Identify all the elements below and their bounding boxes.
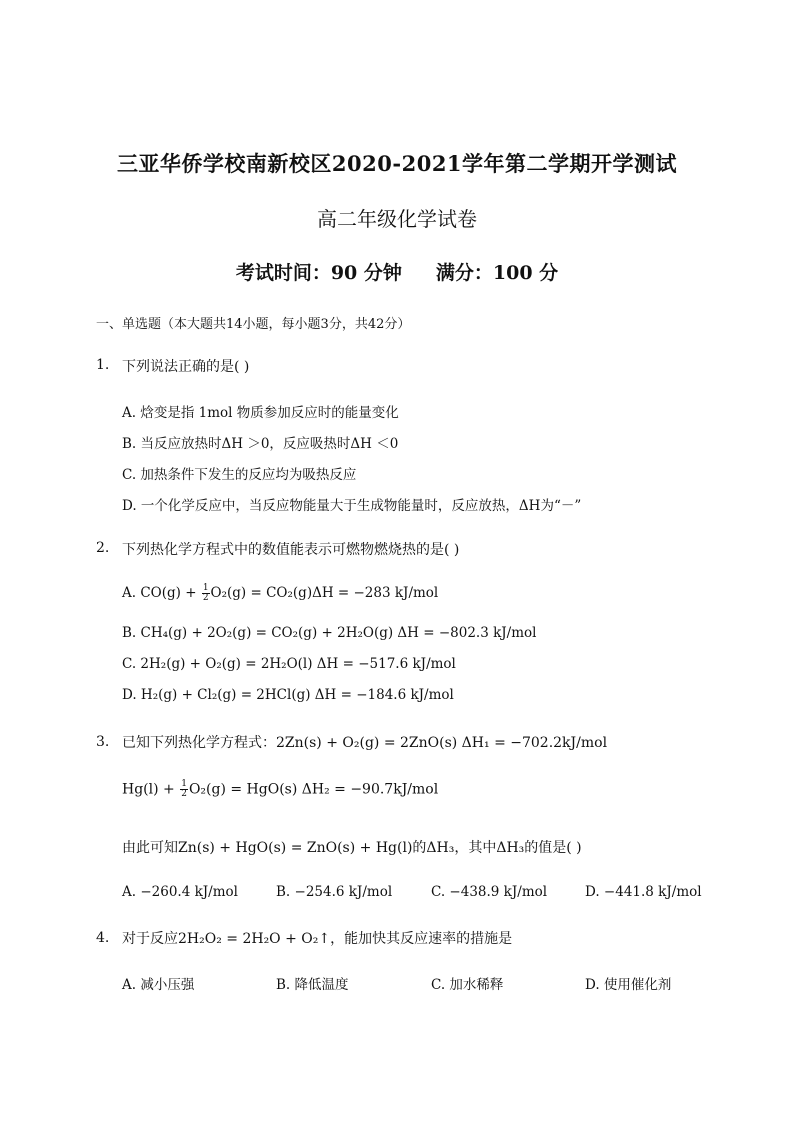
exam-title: 三亚华侨学校南新校区2020-2021学年第二学期开学测试 <box>116 151 678 176</box>
question-2-option-a <box>122 584 438 603</box>
fraction-numerator: 1 <box>181 779 187 789</box>
exam-time: 考试时间：90 分钟 <box>235 262 402 284</box>
question-2-option-b: B. CH₄(g) + 2O₂(g) = CO₂(g) + 2H₂O(g) ΔH = −802.3 kJ/mol <box>122 625 537 641</box>
question-2-stem: 下列热化学方程式中的数值能表示可燃物燃烧热的是( ) <box>122 542 460 558</box>
question-3-option-b: B. −254.6 kJ/mol <box>276 884 393 900</box>
option-a-text-after: O₂(g) = CO₂(g)ΔH = −283 kJ/mol <box>210 585 439 601</box>
question-4-option-b: B. 降低温度 <box>276 977 349 993</box>
fraction-denominator: 2 <box>181 789 187 799</box>
exam-score: 满分：100 分 <box>435 262 559 284</box>
question-3-prompt: 由此可知Zn(s) + HgO(s) = ZnO(s) + Hg(l)的ΔH₃，其中ΔH₃的值是( ) <box>122 840 582 856</box>
fraction-one-half <box>202 584 210 603</box>
question-4-option-a: A. 减小压强 <box>122 977 195 993</box>
section-heading: 一、单选题（本大题共14小题，每小题3分，共42分） <box>96 317 411 332</box>
question-3-option-a: A. −260.4 kJ/mol <box>122 884 238 900</box>
question-3-option-c: C. −438.9 kJ/mol <box>431 884 548 900</box>
question-1-option-d: D. 一个化学反应中，当反应物能量大于生成物能量时，反应放热，ΔH为“－” <box>122 498 582 514</box>
question-1-stem: 下列说法正确的是( ) <box>122 359 250 375</box>
option-a-text-before: A. CO(g) + <box>122 585 201 601</box>
fraction-numerator: 1 <box>202 583 209 593</box>
equation-2-before: Hg(l) + <box>122 781 180 798</box>
question-2-option-d: D. H₂(g) + Cl₂(g) = 2HCl(g) ΔH = −184.6 kJ/mol <box>122 687 454 703</box>
question-3-number: 3. <box>96 734 110 750</box>
question-4-option-d: D. 使用催化剂 <box>585 977 672 993</box>
question-1-option-a: A. 焓变是指 1mol 物质参加反应时的能量变化 <box>122 405 399 421</box>
equation-2-after: O₂(g) = HgO(s) ΔH₂ = −90.7kJ/mol <box>188 781 439 798</box>
question-2-number: 2. <box>96 540 110 556</box>
question-2-option-c: C. 2H₂(g) + O₂(g) = 2H₂O(l) ΔH = −517.6 kJ/mol <box>122 656 456 672</box>
question-1-option-c: C. 加热条件下发生的反应均为吸热反应 <box>122 467 357 483</box>
question-3-stem: 已知下列热化学方程式：2Zn(s) + O₂(g) = 2ZnO(s) ΔH₁ = −702.2kJ/mol <box>122 735 608 751</box>
exam-subtitle: 高二年级化学试卷 <box>317 207 477 231</box>
exam-meta <box>0 258 794 285</box>
question-4-stem: 对于反应2H₂O₂ = 2H₂O + O₂↑，能加快其反应速率的措施是 <box>122 931 513 947</box>
question-3-equation-2 <box>122 780 438 799</box>
fraction-denominator: 2 <box>202 593 209 603</box>
question-1-option-b: B. 当反应放热时ΔH ＞0，反应吸热时ΔH ＜0 <box>122 436 399 452</box>
question-3-option-d: D. −441.8 kJ/mol <box>585 884 702 900</box>
question-1-number: 1. <box>96 357 110 373</box>
question-4-number: 4. <box>96 930 110 946</box>
question-4-option-c: C. 加水稀释 <box>431 977 504 993</box>
fraction-one-half <box>180 780 188 799</box>
